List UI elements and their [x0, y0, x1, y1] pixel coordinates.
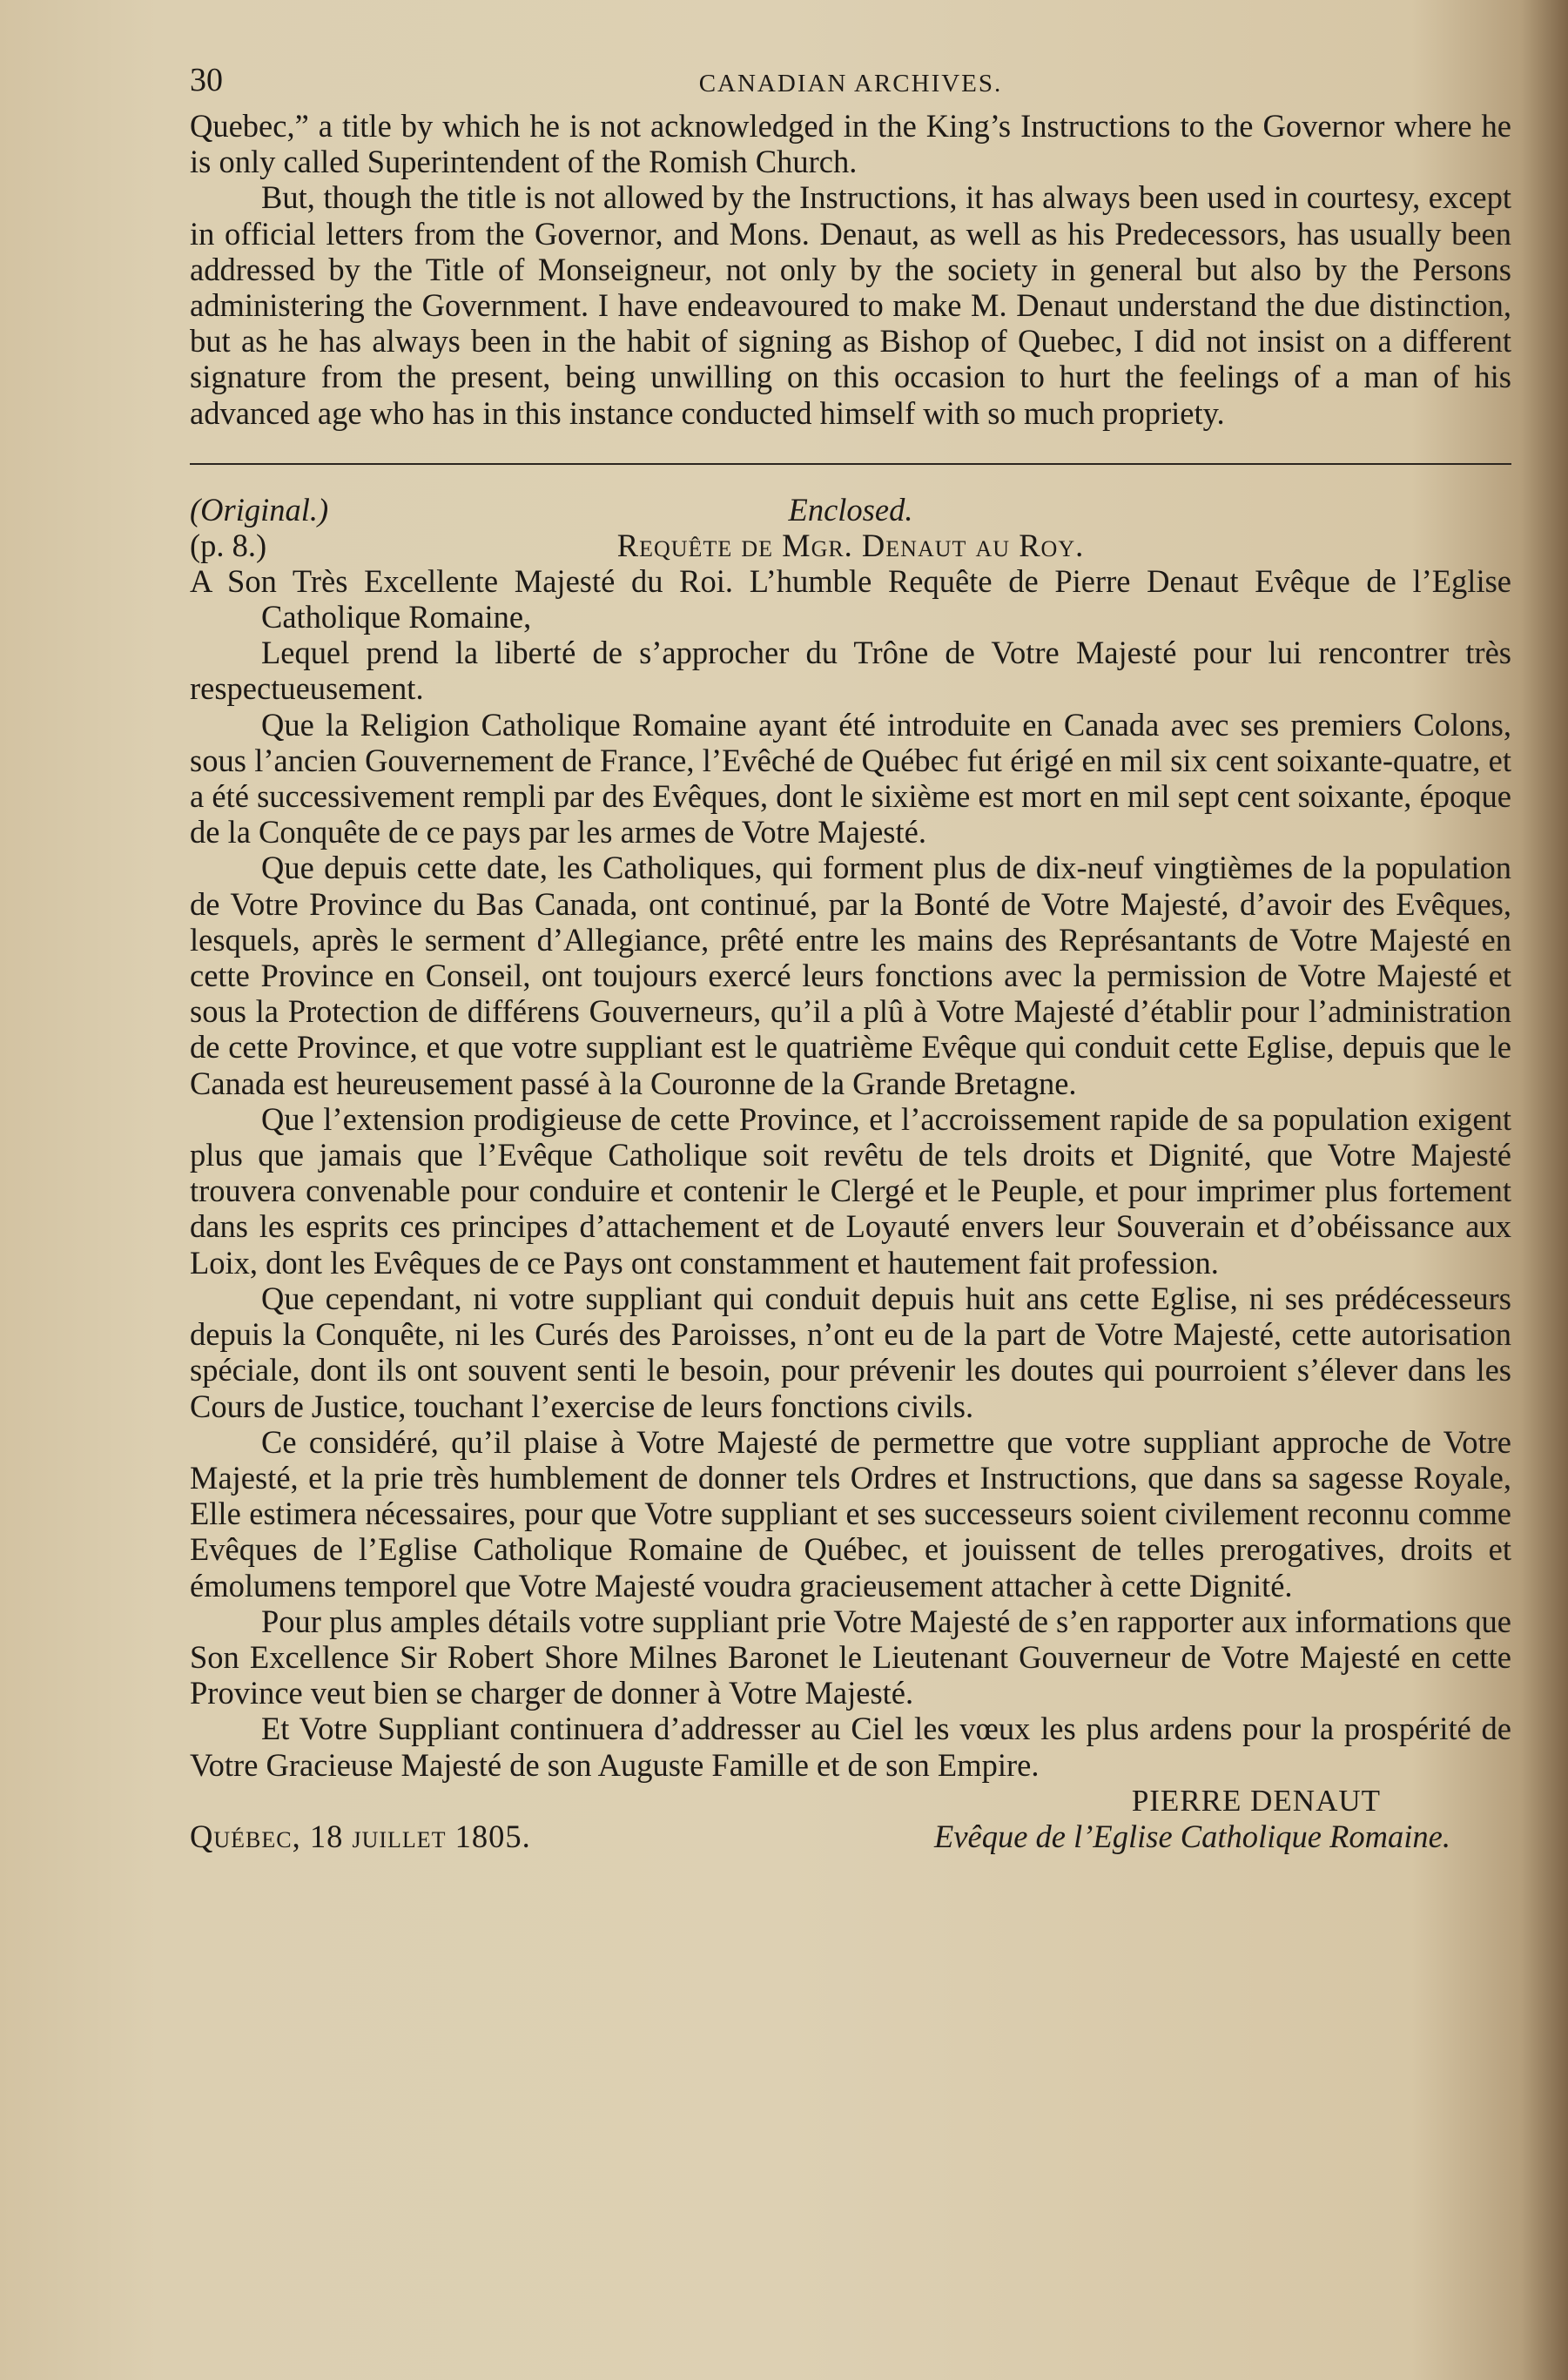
page-content	[190, 63, 1511, 1854]
enclosed-label: Enclosed.	[788, 491, 913, 528]
petition-paragraph: Lequel prend la liberté de s’approcher du Trône de Votre Majesté pour lui rencontrer très respectueusement.	[190, 635, 1511, 707]
original-label: (Original.)	[190, 491, 329, 528]
petition-paragraph: Et Votre Suppliant continuera d’addresser au Ciel les vœux les plus ardens pour la prospérité de Votre Gracieuse Majesté de son Auguste Famille et de son Empire.	[190, 1711, 1511, 1783]
petition-paragraph: Pour plus amples détails votre suppliant prie Votre Majesté de s’en rapporter aux informations que Son Excellence Sir Robert Shore Milnes Baronet le Lieutenant Gouverneur de Votre Majesté en cette Province veut bien se charger de donner à Votre Majesté.	[190, 1603, 1512, 1711]
section-divider	[190, 463, 1511, 465]
petition-paragraph: Que depuis cette date, les Catholiques, qui forment plus de dix-neuf vingtièmes de la population de Votre Province du Bas Canada, ont continué, par la Bonté de Votre Majesté, d’avoir des Evêques, lesquels, après le serment d’Allegiance, prêté entre les mains des Représantants de Votre Majesté en cette Province en Conseil, ont toujours exercé leurs fonctions avec la permission de Votre Majesté et sous la Protection de différens Gouverneurs, qu’il a plû à Votre Majesté d’établir pour l’administration de cette Province, et que votre suppliant est le quatrième Evêque qui conduit cette Eglise, depuis que le Canada est heureusement passé à la Couronne de la Grande Bretagne.	[190, 850, 1511, 1101]
enclosure-heading: Requête de Mgr. Denaut au Roy.	[616, 527, 1085, 563]
signature-name: PIERRE DENAUT	[1131, 1783, 1381, 1818]
petition-paragraph: Que la Religion Catholique Romaine ayant été introduite en Canada avec ses premiers Colons, sous l’ancien Gouvernement de France, l’Evêché de Québec fut érigé en mil six cent soixante-quatre, et a été successivement rempli par des Evêques, dont le sixième est mort en mil sept cent soixante, époque de la Conquête de ce pays par les armes de Votre Majesté.	[190, 706, 1511, 850]
letter-paragraph: But, though the title is not allowed by the Instructions, it has always been used in courtesy, except in official letters from the Governor, and Mons. Denaut, as well as his Predecessors, has usually been addressed by the Title of Monseigneur, not only by the society in general but also by the Persons administering the Government. I have endeavoured to make M. Denaut understand the due distinction, but as he has always been in the habit of signing as Bishop of Quebec, I did not insist on a different signature from the present, being unwilling on this occasion to hurt the feelings of a man of his advanced age who has in this instance conducted himself with so much propriety.	[190, 179, 1511, 431]
petition-paragraph: Que cependant, ni votre suppliant qui conduit depuis huit ans cette Eglise, ni ses prédécesseurs depuis la Conquête, ni les Curés des Paroisses, n’ont eu de la part de Votre Majesté, cette autorisation spéciale, dont ils ont souvent senti le besoin, pour prévenir les doutes qui pourroient s’élever dans les Cours de Justice, touchant l’exercise de leurs fonctions civils.	[190, 1280, 1511, 1424]
signature-title: Evêque de l’Eglise Catholique Romaine.	[934, 1818, 1450, 1854]
letter-paragraph-continued: Quebec,” a title by which he is not acknowledged in the King’s Instructions to the Governor where he is only called Superintendent of the Romish Church.	[190, 108, 1511, 180]
signature-row	[190, 1819, 1511, 1854]
petition-paragraph: Que l’extension prodigieuse de cette Province, et l’accroissement rapide de sa population exigent plus que jamais que l’Evêque Catholique soit revêtu de tels droits et Dignité, que Votre Majesté trouvera convenable pour conduire et contenir le Clergé et le Peuple, et pour imprimer plus fortement dans les esprits ces principes d’attachement et de Loyauté envers leur Souverain et d’obéissance aux Loix, dont les Evêques de ce Pays ont constamment et hautement fait profession.	[190, 1100, 1511, 1281]
page-header	[190, 63, 1511, 108]
signature-date: Québec, 18 juillet 1805.	[190, 1818, 531, 1854]
running-title: CANADIAN ARCHIVES.	[698, 70, 1003, 97]
petition-paragraph: Ce considéré, qu’il plaise à Votre Majesté de permettre que votre suppliant approche de Votre Majesté, et la prie très humblement de donner tels Ordres et Instructions, que dans sa sagesse Royale, Elle estimera nécessaires, pour que Votre suppliant et ses successeurs soient civilement reconnu comme Evêques de l’Eglise Catholique Romaine de Québec, et jouissent de telles prerogatives, droits et émolumens temporel que Votre Majesté voudra gracieusement attacher à cette Dignité.	[190, 1423, 1511, 1603]
enclosure-heading-row	[190, 528, 1511, 563]
page-number: 30	[190, 62, 223, 98]
enclosure-meta-row	[190, 492, 1511, 528]
page-reference: (p. 8.)	[190, 527, 267, 563]
petition-address: A Son Très Excellente Majesté du Roi. L’humble Requête de Pierre Denaut Evêque de l’Eglise Catholique Romaine,	[190, 562, 1511, 635]
